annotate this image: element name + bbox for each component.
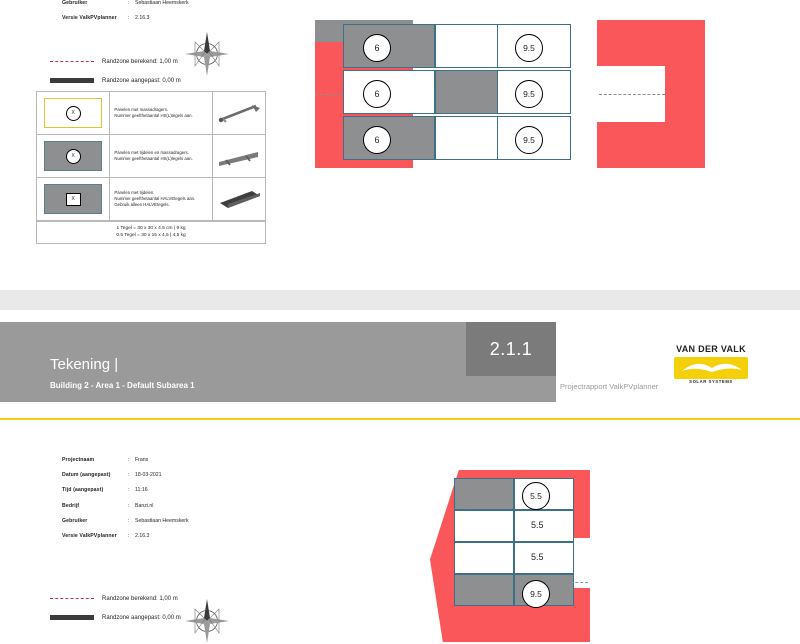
legend-desc-line: Nummer geefthetaantal HALVEtegels aan. (114, 195, 196, 201)
page-subtitle: Building 2 - Area 1 - Default Subarea 1 (50, 381, 195, 390)
page-title: Tekening | (50, 356, 119, 373)
section-number: 2.1.1 (466, 322, 556, 376)
mount-tile-icon (216, 187, 262, 211)
dashed-line-swatch (50, 595, 94, 603)
legend-symbol-cell (37, 135, 110, 177)
legend-item-edge-adjusted (50, 614, 181, 622)
meta-value: 11:16 (135, 487, 148, 494)
panel-symbol-tiles-ballast (44, 141, 102, 171)
meta-key: Gebruiker (62, 517, 88, 524)
legend-desc-line: Panelen met massadragers. (114, 106, 169, 112)
symbol-text: X (66, 149, 81, 164)
meta-row (62, 0, 189, 6)
panel-legend-box (36, 91, 266, 244)
legend-item-edge-adjusted (50, 77, 181, 85)
top-meta-table (62, 0, 189, 30)
ballast-count-bubble: 9.5 (515, 126, 543, 154)
legend-desc-line: Gebruik alleen HALVEtegels. (114, 202, 170, 208)
meta-row (62, 487, 189, 493)
ballast-count-bubble: 9.5 (515, 80, 543, 108)
legend-symbol-cell (37, 92, 110, 134)
legend-mount-cell (213, 178, 265, 220)
meta-key: Gebruiker (62, 0, 88, 6)
meta-row (62, 472, 189, 478)
meta-sep: : (128, 15, 130, 22)
legend-mount-cell (213, 92, 265, 134)
legend-item-edge-calculated (50, 595, 181, 603)
report-page-bottom (0, 310, 800, 642)
meta-sep: : (128, 472, 130, 479)
panel-symbol-tiles (44, 184, 102, 214)
meta-row (62, 518, 189, 524)
ballast-count-bubble: 9.5 (515, 34, 543, 62)
brand-logo (668, 344, 754, 386)
report-header (0, 322, 800, 422)
meta-row (62, 15, 189, 21)
meta-value: Sebastiaan Heemskerk (135, 517, 189, 524)
legend-label: Randzone berekend: 1,00 m (102, 59, 178, 65)
legend-desc-line: Panelen met tijdelen en massadragers. (114, 149, 189, 155)
legend-label: Randzone aangepast: 0,00 m (102, 78, 181, 84)
ballast-count-bubble: 6 (363, 126, 391, 154)
ballast-count-bubble: 6 (363, 34, 391, 62)
report-caption: Projectrapport ValkPVplanner (560, 382, 659, 391)
mount-frame-icon (216, 144, 262, 168)
meta-row (62, 533, 189, 539)
panel-cell (454, 510, 514, 542)
legend-label: Randzone aangepast: 0,00 m (102, 615, 181, 621)
meta-sep: : (128, 0, 130, 6)
logo-name: VAN DER VALK (676, 344, 746, 354)
footer-line: 1 Tegel = 30 x 30 x 4.5 cm | 9 kg (116, 226, 186, 231)
meta-sep: : (128, 517, 130, 524)
ballast-count-bubble: 6 (363, 80, 391, 108)
legend-box-row (37, 178, 265, 221)
meta-sep: : (128, 457, 130, 463)
report-page-top (0, 0, 800, 290)
panel-cell (454, 542, 514, 574)
meta-row (62, 457, 189, 463)
ballast-count-label: 5.5 (531, 552, 544, 562)
seagull-icon (674, 357, 748, 379)
symbol-text: X (66, 193, 81, 206)
meta-key: Projectnaam (62, 457, 95, 463)
meta-value: Sebastiaan Heemskerk (135, 0, 189, 6)
ballast-count-bubble: 9.5 (522, 580, 550, 608)
bottom-legend (50, 595, 181, 633)
meta-key: Tijd (aangepast) (62, 487, 104, 494)
compass-rose-icon (184, 31, 230, 77)
meta-sep: : (128, 487, 130, 494)
legend-desc-cell (110, 178, 213, 220)
legend-desc-line: Panelen met tijdelen. (114, 189, 155, 195)
panel-cell (454, 574, 514, 606)
panel-cell (454, 478, 514, 510)
roof-layout-drawing-top (315, 20, 705, 168)
meta-row (62, 503, 189, 509)
legend-desc-cell (110, 92, 213, 134)
bottom-meta-table (62, 457, 189, 548)
meta-value: 2.16.3 (135, 533, 150, 540)
footer-line: 0.5 Tegel = 30 x 15 x 4,5 | 4,5 kg (116, 233, 186, 239)
legend-item-edge-calculated (50, 58, 181, 66)
meta-value: 18-03-2021 (135, 472, 162, 479)
legend-label: Randzone berekend: 1,00 m (102, 596, 178, 602)
meta-key: Versie ValkPVplanner (62, 533, 117, 540)
roof-layout-drawing-bottom (412, 470, 622, 642)
compass-rose-icon (184, 598, 230, 644)
symbol-text: X (66, 106, 81, 121)
meta-sep: : (128, 533, 130, 540)
legend-mount-cell (213, 135, 265, 177)
legend-desc-line: Nummer geefthetaantal HS(L)tegels aan. (114, 156, 193, 161)
legend-symbol-cell (37, 178, 110, 220)
edge-dash-line (599, 94, 665, 95)
brand-accent-line (0, 418, 800, 420)
meta-key: Datum (aangepast) (62, 472, 111, 479)
logo-subtitle: SOLAR SYSTEMS (689, 379, 733, 384)
meta-value: Banzi.nl (135, 502, 154, 509)
meta-sep: : (128, 502, 130, 509)
solid-line-swatch (50, 77, 94, 85)
dashed-line-swatch (50, 58, 94, 66)
mount-rail-icon (216, 101, 262, 125)
ballast-count-bubble: 5.5 (522, 482, 550, 510)
logo-mark (674, 357, 748, 379)
meta-key: Bedrijf (62, 502, 80, 509)
legend-box-footer (37, 221, 265, 243)
legend-desc-cell (110, 135, 213, 177)
meta-value: Frans (135, 457, 149, 463)
ballast-count-label: 5.5 (531, 520, 544, 530)
legend-box-row (37, 92, 265, 135)
panel-cell (514, 542, 574, 574)
meta-value: 2.16.3 (135, 15, 150, 22)
panel-cell (514, 510, 574, 542)
solid-line-swatch (50, 614, 94, 622)
page-separator (0, 290, 800, 310)
legend-desc-line: Nummer geefthetaantal HS(L)tegels aan. (114, 113, 193, 118)
panel-symbol-ballast (44, 98, 102, 128)
meta-key: Versie ValkPVplanner (62, 15, 117, 22)
legend-box-row (37, 135, 265, 178)
